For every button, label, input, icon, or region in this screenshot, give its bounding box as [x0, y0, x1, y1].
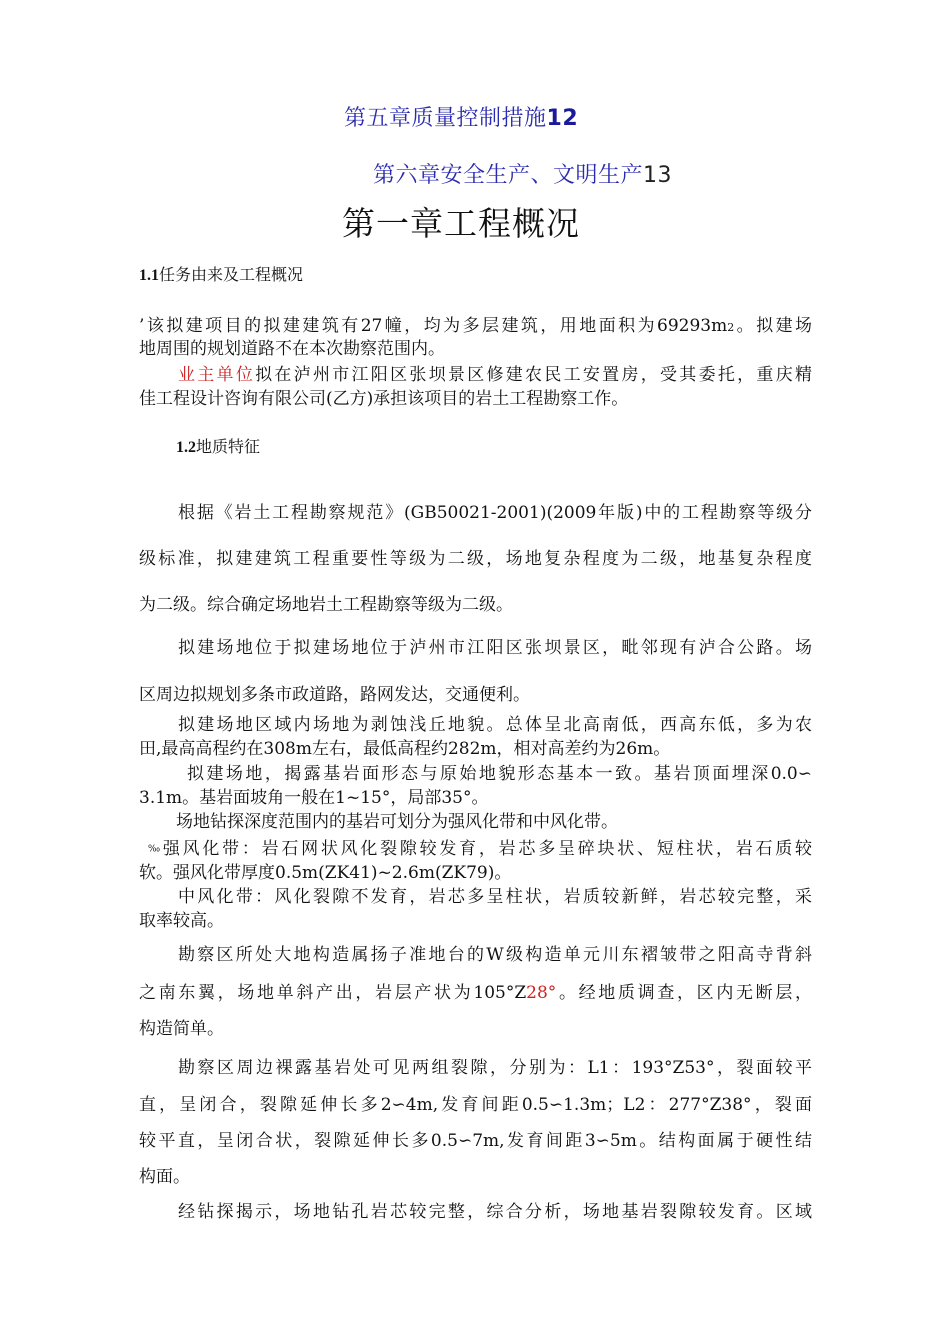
paragraph-line: 经钻探揭示，场地钻孔岩芯较完整，综合分析，场地基岩裂隙较发育。区域: [178, 1202, 812, 1222]
paragraph-line: 根据《岩土工程勘察规范》(GB50021-2001)(2009年版)中的工程勘察等级分: [178, 503, 812, 523]
section-number: 1.2: [176, 439, 196, 456]
toc-page-number: 12: [546, 106, 579, 131]
paragraph-line: 勘察区周边裸露基岩处可见两组裂隙，分别为：L1：193°Z53°，裂面较平: [178, 1058, 812, 1078]
paragraph-line: 构面。: [139, 1167, 190, 1187]
paragraph-line: 区周边拟规划多条市政道路，路网发达，交通便利。: [139, 685, 530, 705]
paragraph-line: 直，呈闭合，裂隙延伸长多2∽4m,发育间距0.5∽1.3m；L2：277°Z38°，裂面: [139, 1095, 812, 1115]
highlighted-text: 业主单位: [178, 365, 256, 385]
paragraph-line: 勘察区所处大地构造属扬子准地台的W级构造单元川东褶皱带之阳高寺背斜: [178, 945, 812, 965]
paragraph-line: 拟建场地，揭露基岩面形态与原始地貌形态基本一致。基岩顶面埋深0.0∽: [187, 764, 812, 784]
toc-title: 第六章安全生产、文明生产: [373, 163, 644, 188]
paragraph: [148, 834, 812, 859]
paragraph: [139, 311, 812, 336]
paragraph-line: 较平直，呈闭合状，裂隙延伸长多0.5∽7m,发育间距3∽5m。结构面属于硬性结: [139, 1131, 812, 1151]
paragraph-line: 地周围的规划道路不在本次勘察范围内。: [139, 339, 445, 359]
marker-glyph: ‰: [148, 844, 163, 855]
text-line: 拟在泸州市江阳区张坝景区修建农民工安置房，受其委托，重庆精: [255, 365, 812, 385]
paragraph-line: 级标准，拟建建筑工程重要性等级为二级，场地复杂程度为二级，地基复杂程度: [139, 549, 812, 569]
text-line: 。拟建场: [734, 316, 813, 336]
toc-entry-chapter6[interactable]: [373, 158, 672, 189]
paragraph: [178, 360, 812, 385]
toc-entry-chapter5[interactable]: [344, 101, 578, 132]
toc-title: 第五章质量控制措施: [344, 106, 547, 131]
paragraph-line: 佳工程设计咨询有限公司(乙方)承担该项目的岩土工程勘察工作。: [139, 389, 629, 409]
paragraph-line: 软。强风化带厚度0.5m(ZK41)~2.6m(ZK79)。: [139, 863, 512, 883]
paragraph-line: 为二级。综合确定场地岩土工程勘察等级为二级。: [139, 595, 513, 615]
paragraph-line: 场地钻探深度范围内的基岩可划分为强风化带和中风化带。: [176, 812, 618, 832]
highlighted-text: 28°: [526, 983, 557, 1003]
section-title: 任务由来及工程概况: [159, 265, 304, 284]
paragraph-line: 中风化带：风化裂隙不发育，岩芯多呈柱状，岩质较新鲜，岩芯较完整，采: [178, 887, 812, 907]
section-heading-1-1: [139, 262, 303, 285]
text-line: 强风化带：岩石网状风化裂隙较发育，岩芯多呈碎块状、短柱状，岩石质较: [162, 839, 813, 859]
paragraph-line: 取率较高。: [139, 911, 224, 931]
paragraph-line: 3.1m。基岩面坡角一般在1~15°，局部35°。: [139, 788, 489, 808]
toc-page-number: 13: [643, 163, 673, 188]
paragraph: [139, 978, 812, 1003]
section-title: 地质特征: [196, 437, 261, 456]
text-line: 之南东翼，场地单斜产出，岩层产状为105°Z: [139, 983, 527, 1003]
text-line: 。经地质调查，区内无断层，: [556, 983, 813, 1003]
paragraph-line: 拟建场地区域内场地为剥蚀浅丘地貌。总体呈北高南低，西高东低，多为农: [178, 715, 812, 735]
text-line: ’该拟建项目的拟建建筑有27幢，均为多层建筑，用地面积为69293m: [139, 316, 728, 336]
section-number: 1.1: [139, 267, 159, 284]
paragraph-line: 构造简单。: [139, 1019, 224, 1039]
paragraph-line: 田,最高高程约在308m左右，最低高程约282m，相对高差约为26m。: [139, 739, 671, 759]
paragraph-line: 拟建场地位于拟建场地位于泸州市江阳区张坝景区，毗邻现有泸合公路。场: [178, 638, 812, 658]
superscript-unit: 2: [727, 321, 735, 334]
chapter-title: 第一章工程概况: [342, 204, 580, 243]
section-heading-1-2: [176, 434, 260, 457]
